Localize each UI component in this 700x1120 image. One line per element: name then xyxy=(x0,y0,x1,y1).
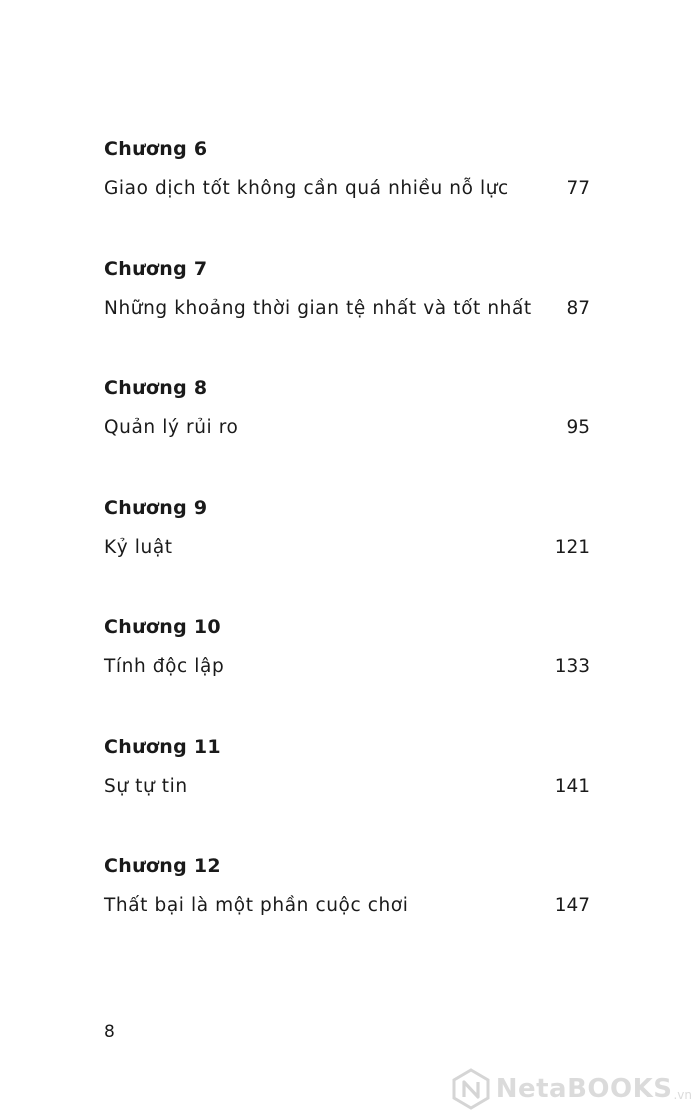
chapter-page-number: 95 xyxy=(566,417,590,438)
toc-entry-chapter-6 xyxy=(104,136,590,256)
chapter-title: Thất bại là một phần cuộc chơi xyxy=(104,895,409,916)
chapter-page-number: 121 xyxy=(554,536,590,558)
toc-entry-chapter-7 xyxy=(104,256,590,376)
chapter-label: Chương 11 xyxy=(104,735,221,758)
table-of-contents xyxy=(104,136,590,973)
chapter-label: Chương 12 xyxy=(104,855,221,877)
netabooks-logo-icon xyxy=(450,1068,492,1110)
watermark-brand: NetaBOOKS xyxy=(495,1074,673,1104)
toc-entry-chapter-12 xyxy=(104,853,590,973)
chapter-title: Sự tự tin xyxy=(104,775,188,797)
footer-page-number: 8 xyxy=(104,1022,115,1042)
chapter-page-number: 77 xyxy=(566,178,590,199)
watermark-suffix: .vn xyxy=(673,1088,692,1102)
chapter-label: Chương 9 xyxy=(104,496,208,519)
chapter-title: Quản lý rủi ro xyxy=(104,417,239,438)
toc-entry-chapter-8 xyxy=(104,375,590,495)
chapter-label: Chương 8 xyxy=(104,377,208,399)
chapter-title: Những khoảng thời gian tệ nhất và tốt nhất xyxy=(104,297,532,319)
chapter-label: Chương 7 xyxy=(104,257,208,280)
chapter-page-number: 147 xyxy=(554,895,590,916)
netabooks-watermark xyxy=(450,1068,692,1110)
toc-entry-chapter-11 xyxy=(104,734,590,854)
chapter-title: Kỷ luật xyxy=(104,536,173,558)
chapter-title: Giao dịch tốt không cần quá nhiều nỗ lực xyxy=(104,178,509,199)
chapter-title: Tính độc lập xyxy=(104,656,225,677)
toc-entry-chapter-10 xyxy=(104,614,590,734)
chapter-page-number: 133 xyxy=(554,656,590,677)
chapter-page-number: 141 xyxy=(554,775,590,797)
chapter-page-number: 87 xyxy=(566,297,590,319)
chapter-label: Chương 10 xyxy=(104,616,221,638)
toc-entry-chapter-9 xyxy=(104,495,590,615)
chapter-label: Chương 6 xyxy=(104,138,208,160)
